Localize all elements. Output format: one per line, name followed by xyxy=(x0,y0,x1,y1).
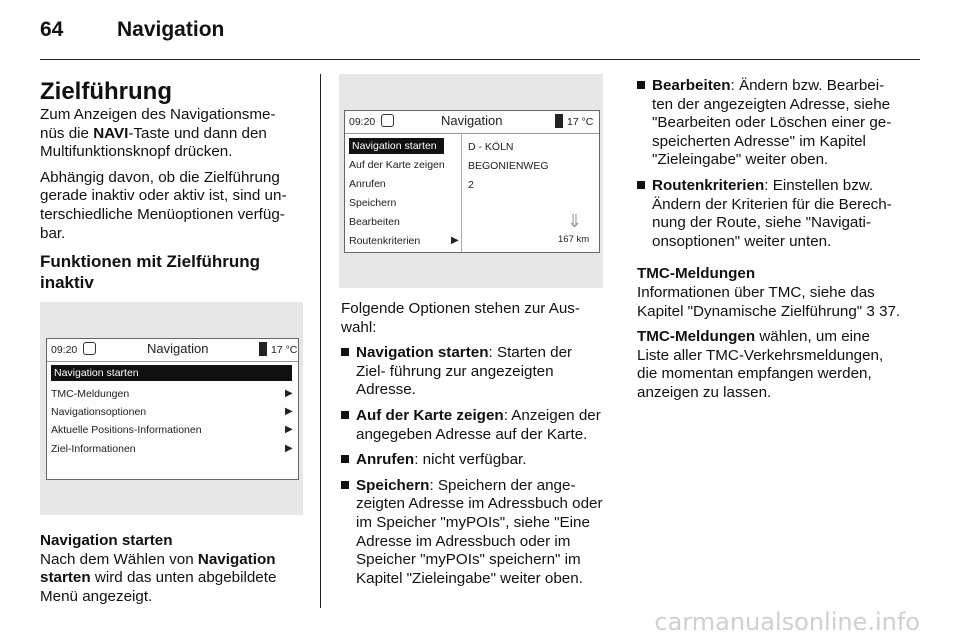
screen-title: Navigation xyxy=(147,341,209,356)
clock-icon xyxy=(381,114,394,127)
chevron-right-icon: ▶ xyxy=(285,388,293,399)
navigation-options-screenshot xyxy=(339,74,603,288)
menu-item-aktuelle-positions-informationen: Aktuelle Positions-Informationen xyxy=(51,424,202,436)
chevron-right-icon: ▶ xyxy=(285,406,293,417)
chevron-right-icon: ▶ xyxy=(285,424,293,435)
detail-city: D - KÖLN xyxy=(468,141,514,153)
page-title: Navigation xyxy=(117,18,225,41)
bullet-navigation-starten: Navigation starten: Starten der Ziel- führung zur angezeigten Adresse. xyxy=(341,344,603,400)
menu-item-anrufen: Anrufen xyxy=(349,178,386,190)
bullet-speichern: Speichern: Speichern der ange- zeigten Adresse im Adressbuch oder im Speicher "myPOIs", siehe "Eine Adresse im Adressbuch oder im Speicher "myPOIs" speichern" im Kapitel "Zieleingabe" weiter oben. xyxy=(341,477,603,589)
tmc-info: Informationen über TMC, siehe das Kapitel "Dynamische Zielführung" 3 37. xyxy=(637,283,901,320)
intro-paragraph: Zum Anzeigen des Navigationsme- nüs die NAVI-Taste und dann den Multifunktionsknopf drücken. xyxy=(40,106,276,161)
bullet-auf-der-karte-zeigen: Auf der Karte zeigen: Anzeigen der angegeben Adresse auf der Karte. xyxy=(341,407,603,444)
section-heading: Zielführung xyxy=(40,78,172,105)
screen-temperature: 17 °C xyxy=(271,344,298,356)
bullet-anrufen: Anrufen: nicht verfügbar. xyxy=(341,451,603,470)
navigation-menu-screenshot xyxy=(40,302,303,515)
watermark: carmanualsonline.info xyxy=(654,608,920,636)
screen-temperature: 17 °C xyxy=(567,116,594,128)
screen-status-bar xyxy=(47,339,298,362)
menu-item-bearbeiten: Bearbeiten xyxy=(349,216,400,228)
menu-item-speichern: Speichern xyxy=(349,197,397,209)
screen-time: 09:20 xyxy=(51,344,78,356)
tmc-heading: TMC-Meldungen xyxy=(637,265,756,283)
thermometer-icon xyxy=(555,114,563,128)
bullet-routenkriterien: Routenkriterien: Einstellen bzw. Ändern der Kriterien für die Berech- nung der Route, siehe "Navigati- onsoptionen" weiter unten. xyxy=(637,177,903,251)
bullet-bearbeiten: Bearbeiten: Ändern bzw. Bearbei- ten der angezeigten Adresse, siehe "Bearbeiten oder Löschen einer ge- speicherten Adresse" im Kapitel "Zieleingabe" weiter oben. xyxy=(637,77,903,170)
chevron-right-icon: ▶ xyxy=(451,235,459,246)
distance-value: 167 km xyxy=(558,234,590,245)
screen-time: 09:20 xyxy=(349,116,376,128)
menu-item-navigation-starten: Navigation starten xyxy=(349,138,444,154)
header-rule xyxy=(40,59,920,60)
options-intro: Folgende Optionen stehen zur Aus- wahl: xyxy=(341,300,580,336)
tmc-select: TMC-Meldungen wählen, um eine Liste aller TMC-Verkehrsmeldungen, die momentan empfangen werden, anzeigen zu lassen. xyxy=(637,328,884,401)
menu-item-auf-der-karte-zeigen: Auf der Karte zeigen xyxy=(349,159,445,171)
clock-icon xyxy=(83,342,96,355)
column-2 xyxy=(341,300,603,595)
detail-number: 2 xyxy=(468,179,474,191)
menu-item-navigationsoptionen: Navigationsoptionen xyxy=(51,406,147,418)
menu-item-tmc-meldungen: TMC-Meldungen xyxy=(51,388,130,400)
subsection-title: Navigation starten xyxy=(40,532,173,549)
column-1-lower xyxy=(40,532,304,613)
page-number: 64 xyxy=(40,18,64,41)
menu-item-navigation-starten: Navigation starten xyxy=(51,365,292,381)
column-3 xyxy=(637,77,903,410)
start-paragraph: Nach dem Wählen von Navigation starten wird das unten abgebildete Menü angezeigt. xyxy=(40,550,277,605)
detail-street: BEGONIENWEG xyxy=(468,160,549,172)
status-paragraph: Abhängig davon, ob die Zielführung gerade inaktiv oder aktiv ist, sind un- terschiedliche Menüoptionen verfüg- bar. xyxy=(40,168,287,242)
column-1 xyxy=(40,78,304,293)
screen-status-bar xyxy=(345,111,599,134)
screen-divider xyxy=(461,133,462,252)
column-divider xyxy=(320,74,321,608)
chevron-right-icon: ▶ xyxy=(285,443,293,454)
arrow-down-icon: ⇓ xyxy=(567,211,583,231)
menu-item-ziel-informationen: Ziel-Informationen xyxy=(51,443,136,455)
menu-item-routenkriterien: Routenkriterien xyxy=(349,235,421,247)
screen-title: Navigation xyxy=(441,113,503,128)
subsection-heading: Funktionen mit Zielführung inaktiv xyxy=(40,252,261,293)
thermometer-icon xyxy=(259,342,267,356)
